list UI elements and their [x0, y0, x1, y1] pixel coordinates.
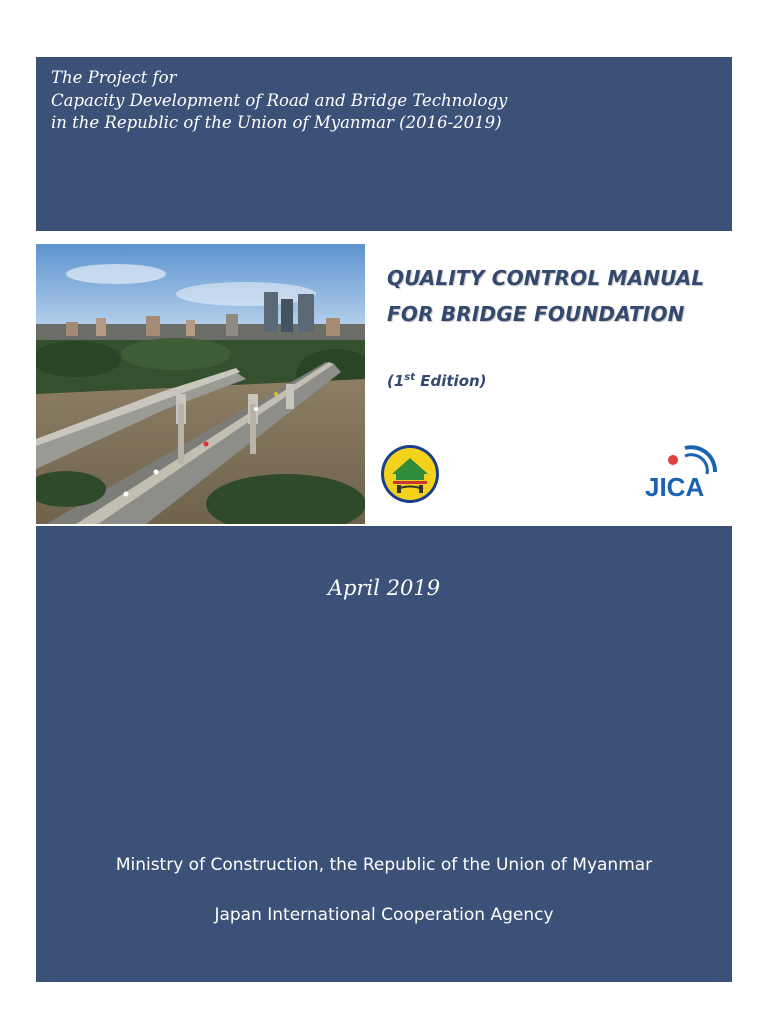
ministry-logo-icon: [380, 444, 440, 508]
edition-prefix: (1: [387, 372, 405, 390]
jica-wordmark: JICA: [645, 472, 705, 502]
edition-sup: st: [404, 372, 416, 383]
title-line-1: QUALITY CONTROL MANUAL: [387, 266, 705, 290]
project-line-1: The Project for: [51, 68, 177, 87]
bridge-photo: [36, 244, 365, 524]
project-line-3: in the Republic of the Union of Myanmar (2016-2019): [51, 113, 502, 132]
project-line-2: Capacity Development of Road and Bridge Technology: [51, 91, 508, 110]
ministry-name: Ministry of Construction, the Republic of the Union of Myanmar: [115, 855, 653, 875]
agency-name: Japan International Cooperation Agency: [214, 905, 554, 925]
publication-date: April 2019: [327, 576, 441, 600]
footer-band: [36, 526, 732, 982]
edition-suffix: Edition): [415, 372, 487, 390]
cover-middle: [36, 244, 732, 524]
header-band: [36, 57, 732, 231]
edition-label: [387, 372, 487, 390]
jica-logo-icon: [641, 442, 721, 506]
title-line-2: FOR BRIDGE FOUNDATION: [387, 302, 685, 326]
